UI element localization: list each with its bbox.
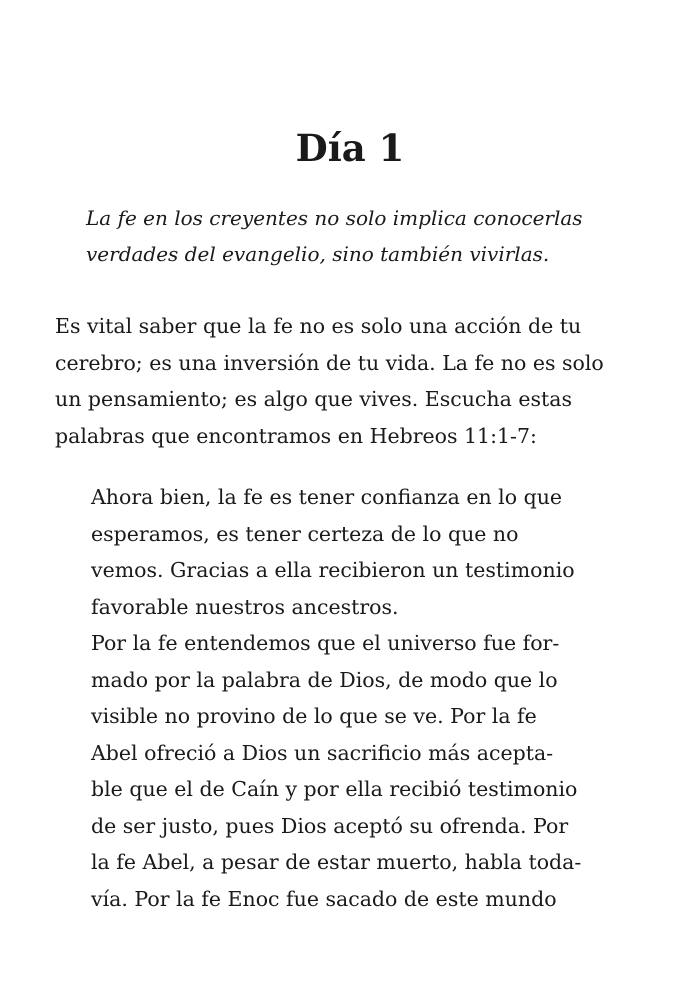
quote-line: Abel ofreció a Dios un sacrificio más acepta- xyxy=(91,740,554,765)
quote-line: visible no provino de lo que se ve. Por la fe xyxy=(91,704,537,728)
quote-line: mado por la palabra de Dios, de modo que lo xyxy=(91,667,558,692)
quote-line: vemos. Gracias a ella recibieron un testimonio xyxy=(91,558,575,582)
body-line: Es vital saber que la fe no es solo una acción de tu xyxy=(55,314,582,338)
quote-line: vía. Por la fe Enoc fue sacado de este mundo xyxy=(91,886,557,911)
epigraph-line: La fe en los creyentes no solo implica conocerlas xyxy=(86,206,583,230)
quote-line: esperamos, es tener certeza de lo que no xyxy=(91,521,519,546)
scripture-quote xyxy=(91,479,651,917)
quote-line: de ser justo, pues Dios aceptó su ofrenda. Por xyxy=(91,813,569,838)
body-paragraph xyxy=(55,308,655,454)
quote-line: la fe Abel, a pesar de estar muerto, habla toda- xyxy=(91,850,582,874)
body-line: un pensamiento; es algo que vives. Escucha estas xyxy=(55,387,572,411)
quote-line: favorable nuestros ancestros. xyxy=(91,594,399,619)
body-line: cerebro; es una inversión de tu vida. La fe no es solo xyxy=(55,350,604,375)
page-title: Día 1 xyxy=(295,126,405,170)
epigraph-line: verdades del evangelio, sino también vivirlas. xyxy=(86,242,550,266)
epigraph xyxy=(86,200,646,272)
quote-line: Por la fe entendemos que el universo fue for- xyxy=(91,631,560,655)
quote-line: ble que el de Caín y por ella recibió testimonio xyxy=(91,777,578,801)
body-line: palabras que encontramos en Hebreos 11:1-7: xyxy=(55,423,537,448)
quote-line: Ahora bien, la fe es tener confianza en lo que xyxy=(91,485,563,509)
